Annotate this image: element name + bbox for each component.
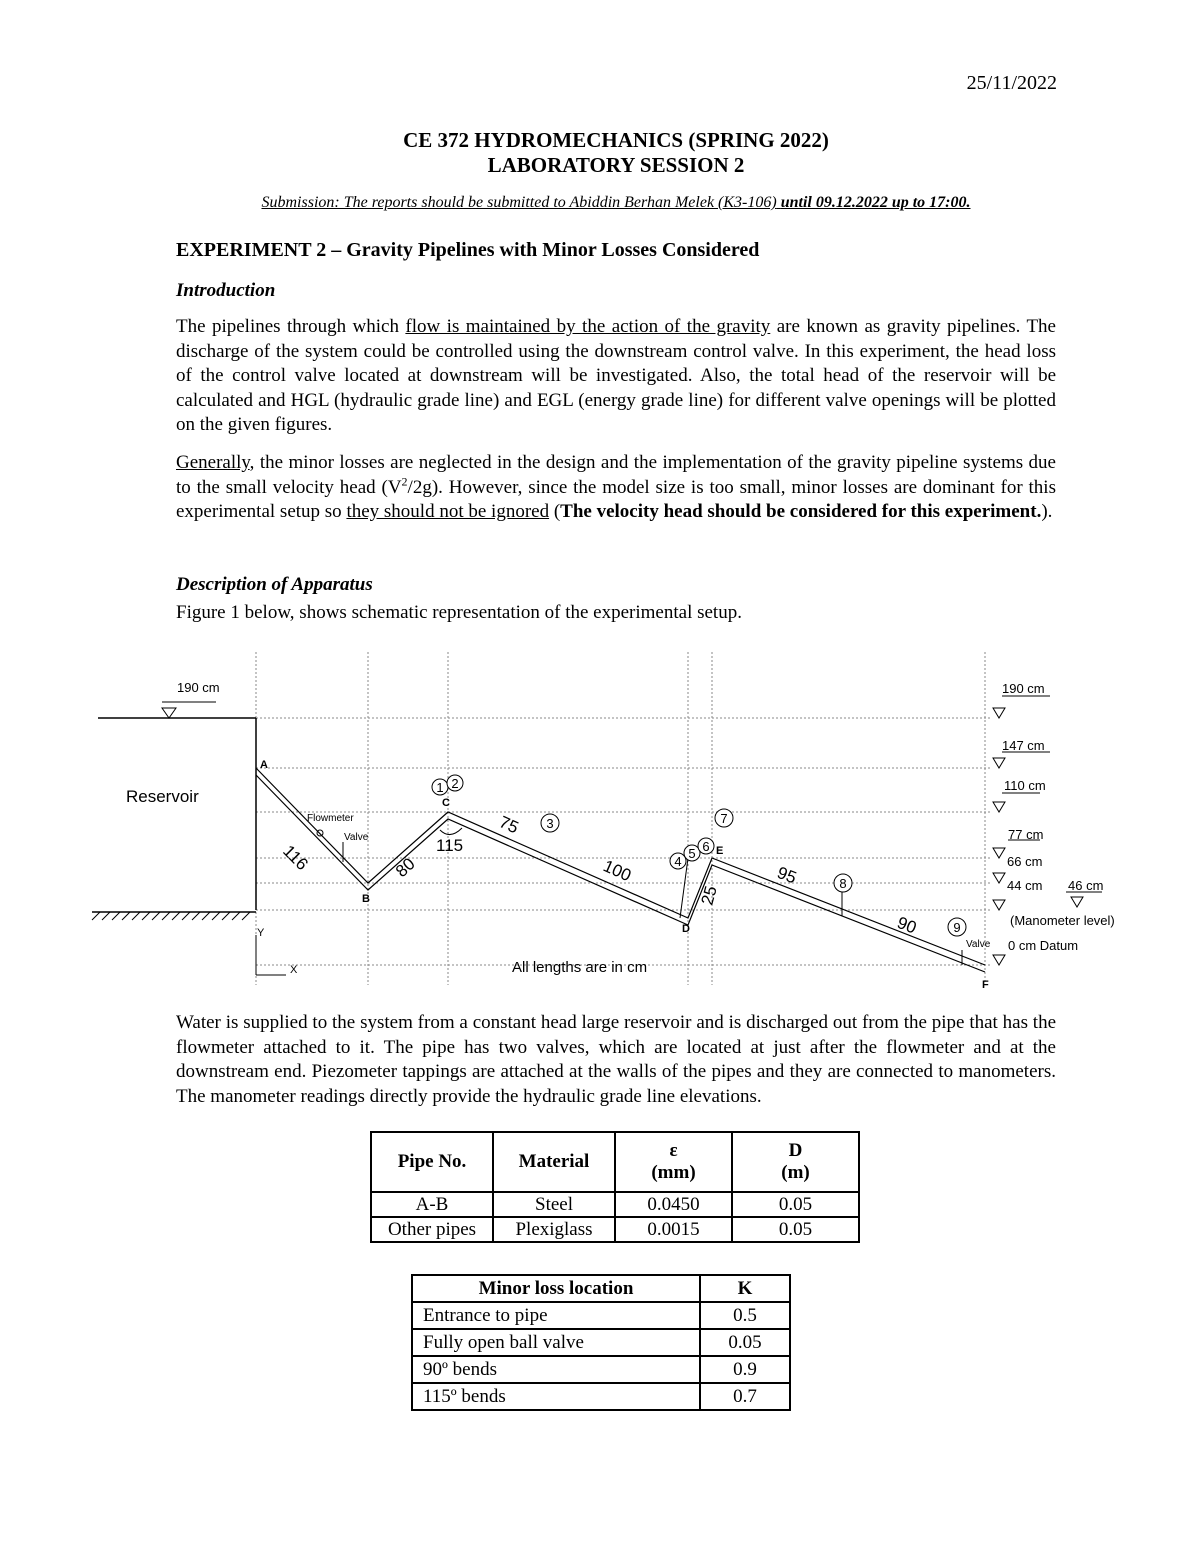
- tap-number: 8: [839, 876, 847, 891]
- superscript: 2: [401, 474, 408, 489]
- text-run: are known as gravity pipelines. The discharge of the system could be controlled using the downstream control valve. In this experiment, the head loss of the control valve located at downstream will be investigated. Also, the total head of the reservoir will be calculated and HGL (hydraulic grade line) and EGL (energy grade line) for different valve openings will be plotted on the given figures.: [176, 316, 1056, 435]
- reservoir-level-marker: [162, 702, 216, 718]
- pipe-properties-table: [370, 1131, 860, 1243]
- table-cell: Fully open ball valve: [412, 1329, 700, 1356]
- session-title: LABORATORY SESSION 2: [487, 153, 745, 177]
- length-label: 116: [279, 841, 312, 874]
- table-cell: 0.7: [700, 1383, 790, 1410]
- angle-arc: [440, 828, 462, 835]
- experiment-title: EXPERIMENT 2 – Gravity Pipelines with Minor Losses Considered: [176, 239, 760, 261]
- tap-number: 6: [702, 839, 710, 854]
- tap-markers: [432, 775, 966, 936]
- table-header-row: [412, 1275, 790, 1302]
- header-unit: (mm): [651, 1162, 696, 1183]
- level-label: 147 cm: [1002, 738, 1045, 753]
- level-label: 110 cm: [1004, 778, 1046, 793]
- table-cell: Plexiglass: [493, 1217, 615, 1242]
- submission-deadline: until 09.12.2022 up to 17:00.: [780, 194, 971, 211]
- header-unit: (m): [781, 1162, 810, 1183]
- tap-number: 5: [688, 846, 696, 861]
- text-run: Generally: [176, 452, 250, 473]
- header-symbol: D: [788, 1140, 803, 1161]
- table-row: [412, 1302, 790, 1329]
- table-header: [732, 1132, 859, 1192]
- figure-note: All lengths are in cm: [512, 959, 648, 976]
- point-label-a: A: [260, 759, 268, 771]
- axis-y-label: Y: [257, 927, 265, 939]
- table-cell: A-B: [371, 1192, 493, 1217]
- table-cell: 0.5: [700, 1302, 790, 1329]
- table-header: [615, 1132, 732, 1192]
- table-cell: Entrance to pipe: [412, 1302, 700, 1329]
- axes-icon: [256, 935, 286, 975]
- table-row: [412, 1383, 790, 1410]
- text-run: they should not be ignored: [346, 501, 550, 522]
- text-run: The velocity head should be considered for this experiment.: [560, 501, 1042, 522]
- length-label: 25: [697, 883, 721, 908]
- tap-number: 4: [674, 854, 682, 869]
- point-label-e: E: [716, 845, 724, 857]
- description-heading: Description of Apparatus: [176, 574, 373, 595]
- minor-loss-table: [411, 1274, 791, 1411]
- point-label-f: F: [982, 979, 989, 991]
- intro-paragraph-1: [176, 315, 1056, 438]
- submission-text: Submission: The reports should be submitted to Abiddin Berhan Melek (K3-106): [261, 194, 777, 211]
- length-label: 80: [391, 854, 419, 881]
- table-cell: 115º bends: [412, 1383, 700, 1410]
- length-label: 90: [894, 912, 920, 938]
- length-label: 75: [496, 812, 522, 838]
- table-header-row: [371, 1132, 859, 1192]
- table-header: Pipe No.: [371, 1132, 493, 1192]
- point-label-c: C: [442, 797, 450, 809]
- length-label: 95: [774, 862, 800, 888]
- text-run: The pipelines through which: [176, 316, 406, 337]
- grid-lines: [256, 652, 990, 985]
- length-label: 100: [600, 856, 635, 886]
- table-cell: 0.05: [732, 1217, 859, 1242]
- table-cell: 0.05: [700, 1329, 790, 1356]
- level-labels: [1002, 681, 1115, 953]
- reservoir-label: Reservoir: [126, 787, 199, 806]
- intro-paragraph-2: [176, 451, 1056, 525]
- ground-hatch: [92, 912, 250, 920]
- tap-number: 3: [546, 816, 554, 831]
- text-run: , the minor losses are neglected in the design and the implementation of the gravity pipeline systems due to the small velocity head (V: [176, 452, 1056, 498]
- submission-note: [176, 194, 1056, 212]
- document-date: 25/11/2022: [966, 72, 1057, 94]
- tap-number: 2: [451, 776, 459, 791]
- header-symbol: ε: [669, 1140, 678, 1161]
- table-cell: 0.9: [700, 1356, 790, 1383]
- description-paragraph-1: Figure 1 below, shows schematic representation of the experimental setup.: [176, 602, 742, 623]
- valve-label-upstream: Valve: [344, 832, 369, 843]
- level-label: 77 cm: [1008, 827, 1044, 842]
- table-cell: 0.0450: [615, 1192, 732, 1217]
- tap-number: 9: [953, 920, 961, 935]
- course-title: CE 372 HYDROMECHANICS (SPRING 2022): [403, 128, 829, 152]
- point-label-d: D: [682, 923, 690, 935]
- tap-number: 1: [436, 780, 444, 795]
- text-run: ).: [1041, 501, 1053, 522]
- text-run: flow is maintained by the action of the gravity: [405, 316, 771, 337]
- table-cell: Steel: [493, 1192, 615, 1217]
- valve-label-downstream: Valve: [966, 939, 991, 950]
- table-row: [412, 1356, 790, 1383]
- text-run: (: [549, 501, 561, 522]
- flowmeter-label: Flowmeter: [307, 813, 354, 824]
- manometer-label: (Manometer level): [1010, 913, 1115, 928]
- text-run: /2g). However, since the model size is too small, minor losses are dominant for this experimental setup so: [176, 476, 1056, 522]
- angle-label: 115: [436, 836, 464, 855]
- table-cell: Other pipes: [371, 1217, 493, 1242]
- point-label-b: B: [362, 893, 370, 905]
- level-label: 66 cm: [1007, 854, 1043, 869]
- description-paragraph-2: Water is supplied to the system from a constant head large reservoir and is discharged out from the pipe that has the flowmeter attached to it. The pipe has two valves, which are located at just after the flowmeter and at the downstream end. Piezometer tappings are attached at the walls of the pipes and they are connected to manometers. The manometer readings directly provide the hydraulic grade line elevations.: [176, 1012, 1056, 1107]
- table-cell: 0.05: [732, 1192, 859, 1217]
- introduction-heading: Introduction: [176, 280, 276, 301]
- apparatus-figure: [0, 640, 1200, 1000]
- level-label: 0 cm Datum: [1008, 938, 1079, 953]
- reservoir-level-label: 190 cm: [177, 680, 220, 695]
- axis-x-label: X: [290, 964, 298, 976]
- table-cell: 0.0015: [615, 1217, 732, 1242]
- table-header: Material: [493, 1132, 615, 1192]
- table-header: K: [700, 1275, 790, 1302]
- table-row: [371, 1217, 859, 1242]
- table-row: [371, 1192, 859, 1217]
- level-label: 190 cm: [1002, 681, 1045, 696]
- level-label: 44 cm: [1007, 878, 1043, 893]
- table-cell: 90º bends: [412, 1356, 700, 1383]
- valve-and-flowmeter: [317, 830, 962, 965]
- tap-number: 7: [720, 811, 728, 826]
- table-row: [412, 1329, 790, 1356]
- manometer-value: 46 cm: [1068, 878, 1104, 893]
- table-header: Minor loss location: [412, 1275, 700, 1302]
